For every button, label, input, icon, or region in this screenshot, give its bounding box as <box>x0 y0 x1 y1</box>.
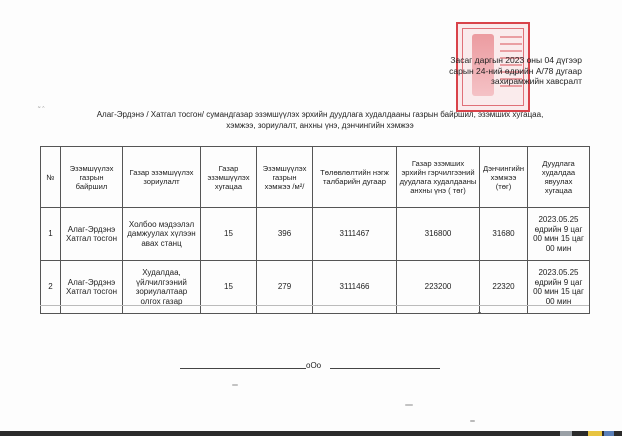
title-line-1: Алаг-Эрдэнэ / Хатгал тосгон/ сумандгазар эзэмшүүлэх эрхийн дуудлага худалдааны газрын байршил, эзэмших хугацаа, <box>96 110 544 119</box>
scan-speck <box>405 404 413 406</box>
header-location: Эзэмшүүлэх газрын байршил <box>61 147 123 208</box>
cell-parcel: 3111466 <box>313 261 397 314</box>
table-bottom-rule <box>40 305 589 306</box>
scan-mark-icon: ˜ ˆ <box>38 107 45 114</box>
cell-schedule: 2023.05.25 өдрийн 9 цаг 00 мин 15 цаг 00 мин <box>528 208 590 261</box>
footer-rule-left <box>180 368 306 369</box>
cell-price: 223200 <box>397 261 480 314</box>
table-header-row <box>41 147 590 208</box>
document-title <box>40 109 600 131</box>
cell-price: 316800 <box>397 208 480 261</box>
cell-no: 1 <box>41 208 61 261</box>
table-row <box>41 208 590 261</box>
header-line-1: Засаг даргын 2023 оны 04 дүгээр <box>450 55 582 65</box>
cell-purpose: Худалдаа, үйлчилгээний зориулалтаар олгох газар <box>123 261 201 314</box>
cell-purpose: Холбоо мэдээлэл дамжуулах хүлээн авах станц <box>123 208 201 261</box>
header-schedule: Дуудлага худалдаа явуулах хугацаа <box>528 147 590 208</box>
cell-no: 2 <box>41 261 61 314</box>
header-parcel: Төлөвлөлтийн нэгж талбарийн дугаар <box>313 147 397 208</box>
cell-parcel: 3111467 <box>313 208 397 261</box>
cell-area: 396 <box>257 208 313 261</box>
header-line-3: захирамжийн хавсралт <box>490 76 582 86</box>
cell-term: 15 <box>201 208 257 261</box>
cell-deposit: 22320 <box>480 261 528 314</box>
header-purpose: Газар эзэмшүүлэх зориулалт <box>123 147 201 208</box>
header-deposit: Дэнчингийн хэмжээ (төг) <box>480 147 528 208</box>
scan-speck <box>232 384 238 386</box>
header-price: Газар эзэмших эрхийн гэрчилгээний дуудлага худалдааны анхны үнэ ( төг) <box>397 147 480 208</box>
appendix-header <box>382 55 582 87</box>
cell-location: Алаг-Эрдэнэ Хатгал тосгон <box>61 208 123 261</box>
header-term: Газар эзэмшүүлэх хугацаа <box>201 147 257 208</box>
cell-schedule: 2023.05.25 өдрийн 9 цаг 00 мин 15 цаг 00 мин <box>528 261 590 314</box>
header-line-2: сарын 24-ний өдрийн А/78 дугаар <box>449 65 582 76</box>
scan-edge-bar <box>0 431 622 436</box>
cell-deposit: 31680 <box>480 208 528 261</box>
auction-table <box>40 146 590 314</box>
cell-term: 15 <box>201 261 257 314</box>
scan-speck <box>478 312 481 314</box>
cell-area: 279 <box>257 261 313 314</box>
header-no: № <box>41 147 61 208</box>
header-area: Эзэмшүүлэх газрын хэмжээ /м²/ <box>257 147 313 208</box>
title-line-2: хэмжээ, зориулалт, анхны үнэ, дэнчингийн хэмжээ <box>226 121 414 130</box>
footer-end-mark: oOo <box>306 361 322 370</box>
cell-location: Алаг-Эрдэнэ Хатгал тосгон <box>61 261 123 314</box>
scan-speck <box>470 420 475 422</box>
footer-rule-right <box>330 368 440 369</box>
